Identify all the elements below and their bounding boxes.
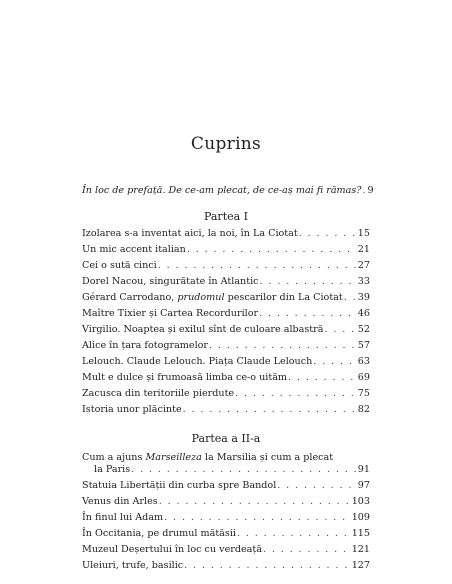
toc-entry-page: 27 xyxy=(357,260,370,271)
toc-entry-label: Mult e dulce și frumoasă limba ce-o uităm xyxy=(82,372,288,383)
dot-leader xyxy=(187,244,357,256)
dot-leader xyxy=(209,340,357,352)
toc-entry-label: Dorel Nacou, singurătate în Atlantic xyxy=(82,276,259,287)
page-title: Cuprins xyxy=(190,134,262,154)
dot-leader xyxy=(159,496,351,508)
dot-leader xyxy=(313,356,356,368)
toc-entry-page: 21 xyxy=(357,244,370,255)
toc-entry[interactable] xyxy=(82,560,370,572)
toc-entry-label: Gérard Carrodano, prudomul pescarilor din La Ciotat xyxy=(82,292,343,303)
part-heading-2: Partea a II-a xyxy=(191,432,261,445)
dot-leader xyxy=(184,560,351,572)
part-heading-1: Partea I xyxy=(203,210,249,223)
toc-entry[interactable] xyxy=(82,480,370,492)
dot-leader xyxy=(164,512,351,524)
dot-leader xyxy=(259,308,357,320)
toc-entry[interactable] xyxy=(82,244,370,256)
toc-entry[interactable] xyxy=(82,324,370,336)
toc-entry-page: 91 xyxy=(357,464,370,475)
toc-entry-label: În finul lui Adam xyxy=(82,512,164,523)
toc-entry[interactable] xyxy=(82,372,370,384)
dot-leader xyxy=(344,292,357,304)
toc-entry-page: 63 xyxy=(357,356,370,367)
toc-entry-page: 46 xyxy=(357,308,370,319)
toc-entry-page: 97 xyxy=(357,480,370,491)
dot-leader xyxy=(288,372,357,384)
toc-entry[interactable] xyxy=(82,308,370,320)
toc-entry[interactable] xyxy=(82,512,370,524)
toc-entry-intro[interactable] xyxy=(82,185,374,197)
toc-entry-page: 15 xyxy=(357,228,370,239)
toc-entry[interactable] xyxy=(82,340,370,352)
toc-entry-page: 69 xyxy=(357,372,370,383)
toc-entry-label-line1[interactable]: Cum a ajuns Marseilleza la Marsilia și cum a plecat xyxy=(82,452,334,463)
toc-entry-label: Muzeul Deșertului în loc cu verdeață xyxy=(82,544,262,555)
toc-entry[interactable] xyxy=(82,260,370,272)
dot-leader xyxy=(158,260,357,272)
dot-leader xyxy=(299,228,357,240)
dot-leader xyxy=(131,464,357,476)
toc-entry-page: 52 xyxy=(357,324,370,335)
toc-entry-label: În loc de prefață. De ce-am plecat, de ce-aș mai fi rămas? xyxy=(82,185,362,196)
dot-leader xyxy=(237,528,351,540)
dot-leader xyxy=(183,404,357,416)
toc-entry-label: Venus din Arles xyxy=(82,496,158,507)
toc-entry-label: Alice în țara fotogramelor xyxy=(82,340,209,351)
toc-entry[interactable] xyxy=(82,528,370,540)
toc-entry[interactable] xyxy=(82,464,370,476)
dot-leader xyxy=(324,324,356,336)
toc-entry-page: 103 xyxy=(351,496,370,507)
toc-entry-page: 82 xyxy=(357,404,370,415)
toc-entry-page: 33 xyxy=(357,276,370,287)
toc-entry-label: Lelouch. Claude Lelouch. Piața Claude Lelouch xyxy=(82,356,313,367)
toc-entry-page: 121 xyxy=(351,544,370,555)
toc-entry-label: Istoria unor plăcinte xyxy=(82,404,182,415)
toc-entry-page: 115 xyxy=(351,528,370,539)
dot-leader xyxy=(260,276,357,288)
dot-leader xyxy=(235,388,357,400)
toc-entry-label: la Paris xyxy=(94,464,131,475)
toc-entry-page: 39 xyxy=(357,292,370,303)
toc-entry[interactable] xyxy=(82,292,370,304)
toc-entry-label: Uleiuri, trufe, basilic xyxy=(82,560,184,571)
dot-leader xyxy=(277,480,357,492)
toc-entry-label: În Occitania, pe drumul mătăsii xyxy=(82,528,236,539)
toc-entry-page: 9 xyxy=(367,185,374,196)
toc-entry-page: 75 xyxy=(357,388,370,399)
toc-entry-label: Izolarea s-a inventat aici, la noi, în La Ciotat xyxy=(82,228,298,239)
toc-entry[interactable] xyxy=(82,496,370,508)
toc-entry[interactable] xyxy=(82,388,370,400)
toc-entry-label: Statuia Libertății din curba spre Bandol xyxy=(82,480,277,491)
toc-entry-page: 109 xyxy=(351,512,370,523)
toc-entry-page: 57 xyxy=(357,340,370,351)
toc-entry[interactable] xyxy=(82,276,370,288)
toc-entry-label: Zacusca din teritoriile pierdute xyxy=(82,388,235,399)
toc-entry-label: Virgilio. Noaptea și exilul sînt de culoare albastră xyxy=(82,324,324,335)
dot-leader xyxy=(263,544,351,556)
dot-leader xyxy=(362,185,366,197)
toc-entry-label: Cei o sută cinci xyxy=(82,260,157,271)
toc-entry[interactable] xyxy=(82,228,370,240)
toc-entry-label: Maître Tixier și Cartea Recordurilor xyxy=(82,308,259,319)
toc-entry-label: Un mic accent italian xyxy=(82,244,186,255)
toc-entry-page: 127 xyxy=(351,560,370,571)
toc-entry[interactable] xyxy=(82,356,370,368)
toc-entry[interactable] xyxy=(82,544,370,556)
toc-entry[interactable] xyxy=(82,404,370,416)
